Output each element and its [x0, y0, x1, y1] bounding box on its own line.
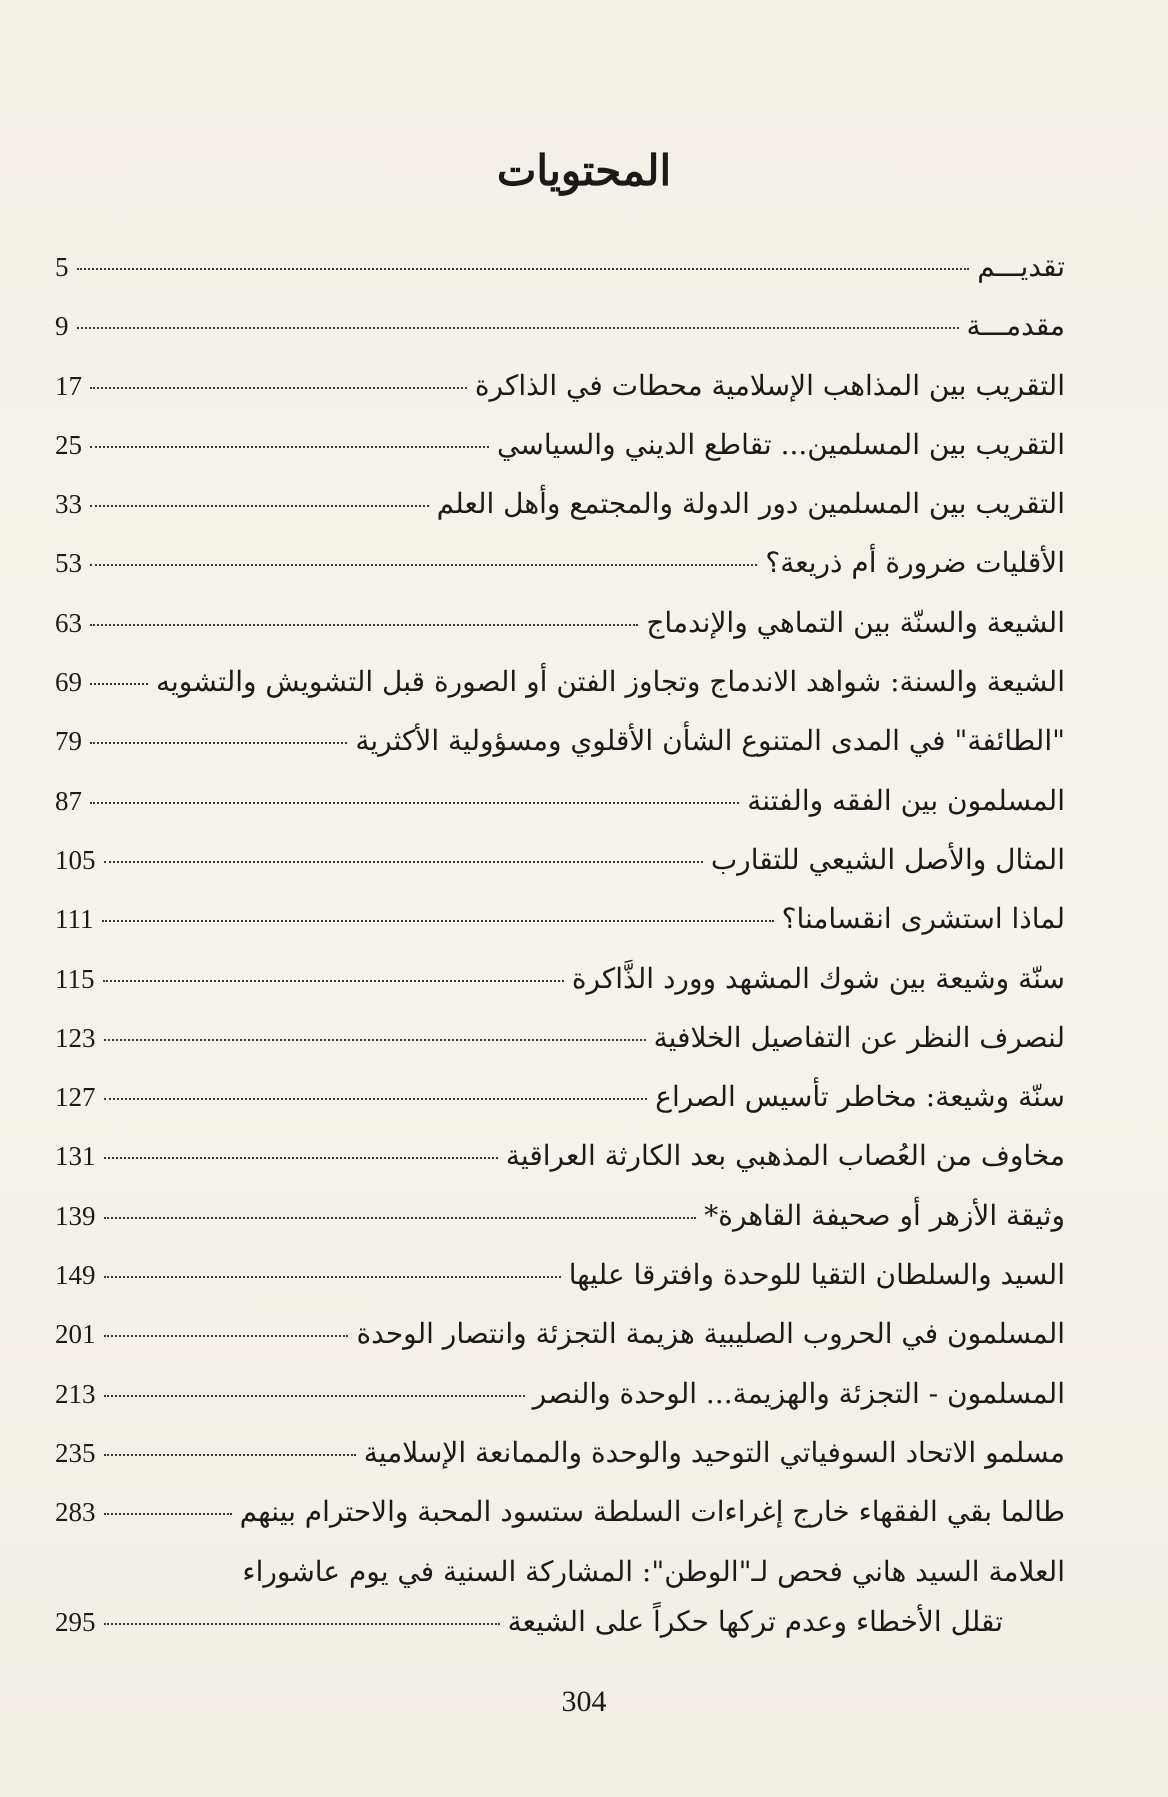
toc-entry-title: العلامة السيد هاني فحص لـ"الوطن": المشاركة السنية في يوم عاشوراء: [242, 1554, 1065, 1588]
toc-entry-page: 87: [55, 785, 82, 816]
toc-entry-continuation: [55, 1605, 1065, 1638]
toc-entry-page: 9: [55, 311, 69, 342]
toc-entry: [55, 309, 1065, 368]
toc-entry-title: الأقليات ضرورة أم ذريعة؟: [765, 546, 1065, 580]
toc-entry-page: 131: [55, 1141, 96, 1172]
toc-entry-title: المسلمون بين الفقه والفتنة: [747, 783, 1065, 817]
toc-entry-page: 213: [55, 1378, 96, 1409]
toc-entry: [55, 1258, 1065, 1317]
toc-entry-title: السيد والسلطان التقيا للوحدة وافترقا عليها: [568, 1258, 1065, 1292]
dot-leader: [90, 742, 347, 744]
toc-entry: [55, 606, 1065, 665]
dot-leader: [104, 1513, 232, 1515]
toc-entry-page: 295: [55, 1606, 96, 1637]
toc-entry-page: 115: [55, 963, 95, 994]
toc-entry: [55, 250, 1065, 309]
toc-entry-page: 63: [55, 607, 82, 638]
toc-entry: [55, 369, 1065, 428]
page-number: 304: [561, 1685, 607, 1718]
toc-entry: [55, 1495, 1065, 1554]
toc-entry: [55, 724, 1065, 783]
dot-leader: [90, 387, 467, 389]
dot-leader: [90, 564, 757, 566]
dot-leader: [104, 1217, 697, 1219]
toc-entry-page: 105: [55, 844, 96, 875]
dot-leader: [104, 1395, 525, 1397]
toc-entry-title: مسلمو الاتحاد السوفياتي التوحيد والوحدة والممانعة الإسلامية: [363, 1435, 1065, 1469]
toc-entry: [55, 1021, 1065, 1080]
toc-entry-title: "الطائفة" في المدى المتنوع الشأن الأقلوي ومسؤولية الأكثرية: [355, 724, 1065, 758]
dot-leader: [77, 327, 959, 329]
toc-entry: [55, 962, 1065, 1021]
dot-leader: [90, 802, 739, 804]
toc-entry: [55, 902, 1065, 961]
toc-entry-title: التقريب بين المذاهب الإسلامية محطات في الذاكرة: [474, 368, 1065, 402]
toc-entry-title: طالما بقي الفقهاء خارج إغراءات السلطة ستسود المحبة والاحترام بينهم: [239, 1495, 1065, 1529]
toc-entry-page: 5: [55, 252, 69, 282]
toc-entry-title: المسلمون في الحروب الصليبية هزيمة التجزئة وانتصار الوحدة: [356, 1317, 1065, 1351]
dot-leader: [104, 1623, 500, 1625]
toc-entry: [55, 428, 1065, 487]
toc-entry-title: لنصرف النظر عن التفاصيل الخلافية: [653, 1020, 1065, 1054]
toc-entry-title: مقدمـــة: [966, 309, 1065, 343]
toc-entry-title: الشيعة والسنّة بين التماهي والإندماج: [646, 605, 1065, 639]
page-title: المحتويات: [496, 146, 672, 196]
dot-leader: [103, 980, 564, 982]
dot-leader: [104, 861, 703, 863]
toc-entry-title: وثيقة الأزهر أو صحيفة القاهرة*: [704, 1198, 1065, 1232]
dot-leader: [90, 446, 489, 448]
toc-entry-page: 79: [55, 726, 82, 757]
toc-entry-title-continued: تقلل الأخطاء وعدم تركها حكراً على الشيعة: [507, 1604, 1003, 1638]
toc-entry-page: 235: [55, 1437, 96, 1468]
toc-entry: [55, 546, 1065, 605]
toc-entry-title: الشيعة والسنة: شواهد الاندماج وتجاوز الفتن أو الصورة قبل التشويش والتشويه: [156, 665, 1065, 699]
dot-leader: [104, 1454, 356, 1456]
toc-entry: [55, 1555, 1065, 1673]
toc-entry-title: تقديـــم: [977, 250, 1065, 283]
dot-leader: [104, 1276, 561, 1278]
toc-entry-page: 53: [55, 548, 82, 579]
toc-entry-page: 69: [55, 667, 82, 698]
toc-entry-page: 201: [55, 1319, 96, 1350]
toc-entry-title: سنّة وشيعة بين شوك المشهد وورد الذَّاكرة: [571, 961, 1065, 995]
toc-entry-title: مخاوف من العُصاب المذهبي بعد الكارثة العراقية: [505, 1139, 1065, 1173]
dot-leader: [104, 1335, 349, 1337]
toc-entry-title: المثال والأصل الشيعي للتقارب: [710, 842, 1065, 876]
toc-entry: [55, 1436, 1065, 1495]
dot-leader: [77, 268, 970, 270]
dot-leader: [90, 624, 638, 626]
toc-entry: [55, 843, 1065, 902]
toc-entry-title: التقريب بين المسلمين دور الدولة والمجتمع وأهل العلم: [436, 487, 1065, 521]
toc-entry-page: 139: [55, 1200, 96, 1231]
toc-entry: [55, 1317, 1065, 1376]
table-of-contents: [55, 250, 1065, 1673]
toc-entry: [55, 1199, 1065, 1258]
toc-entry-title: لماذا استشرى انقسامنا؟: [781, 902, 1065, 936]
toc-entry: [55, 665, 1065, 724]
toc-entry-page: 123: [55, 1022, 96, 1053]
toc-entry-page: 33: [55, 489, 82, 520]
toc-entry: [55, 1377, 1065, 1436]
toc-entry: [55, 784, 1065, 843]
dot-leader: [104, 1098, 648, 1100]
dot-leader: [104, 1039, 646, 1041]
toc-entry-title: سنّة وشيعة: مخاطر تأسيس الصراع: [655, 1080, 1065, 1114]
dot-leader: [90, 683, 148, 685]
toc-entry-title: المسلمون - التجزئة والهزيمة... الوحدة والنصر: [532, 1376, 1065, 1410]
toc-entry-page: 25: [55, 429, 82, 460]
toc-entry-page: 111: [55, 904, 94, 935]
toc-entry: [55, 487, 1065, 546]
dot-leader: [104, 1157, 498, 1159]
dot-leader: [90, 505, 429, 507]
toc-entry-page: 149: [55, 1260, 96, 1291]
toc-entry-title: التقريب بين المسلمين... تقاطع الديني والسياسي: [497, 427, 1065, 461]
toc-entry-page: 283: [55, 1497, 96, 1528]
dot-leader: [102, 920, 774, 922]
toc-entry: [55, 1139, 1065, 1198]
toc-entry: [55, 1080, 1065, 1139]
toc-entry-page: 17: [55, 370, 82, 401]
toc-entry-page: 127: [55, 1082, 96, 1113]
